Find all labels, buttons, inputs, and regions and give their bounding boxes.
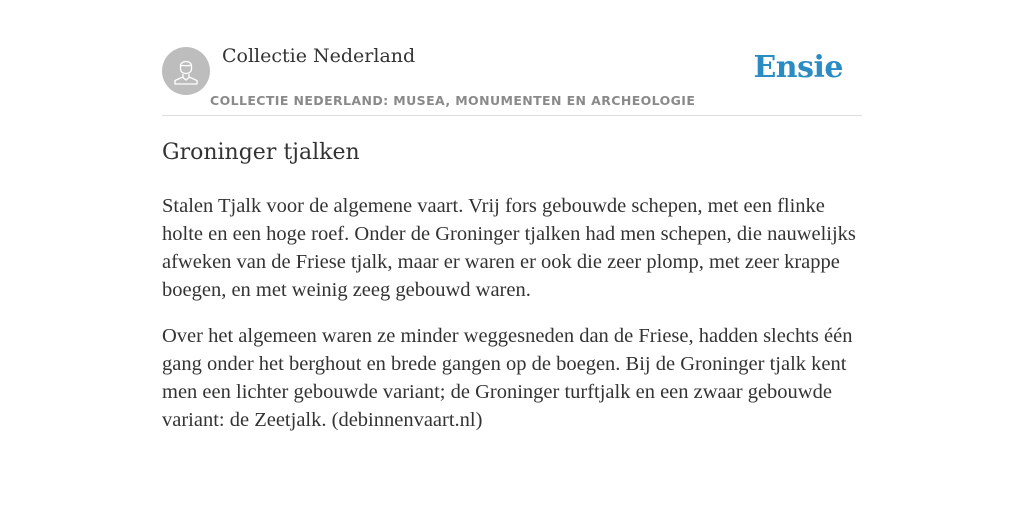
author-name[interactable]: Collectie Nederland [222,45,416,67]
user-placeholder-icon [162,47,210,95]
header [162,40,862,116]
article-body [162,192,862,452]
collection-name[interactable]: COLLECTIE NEDERLAND: MUSEA, MONUMENTEN EN ARCHEOLOGIE [210,93,696,108]
article-paragraph: Over het algemeen waren ze minder weggesneden dan de Friese, hadden slechts één gang onder het berghout en brede gangen op de boegen. Bij de Groninger tjalk kent men een lichter gebouwde variant; de Groninger turftjalk en een zwaar gebouwde variant: de Zeetjalk. (debinnenvaart.nl) [162,325,853,431]
article-title: Groninger tjalken [162,140,360,165]
author-avatar[interactable] [162,47,210,95]
article-paragraph: Stalen Tjalk voor de algemene vaart. Vrij fors gebouwde schepen, met een flinke holte en een hoge roef. Onder de Groninger tjalken had men schepen, die nauwelijks afweken van de Friese tjalk, maar er waren er ook die zeer plomp, met zeer krappe boegen, en met weinig zeeg gebouwd waren. [162,195,856,301]
ensie-logo[interactable]: Ensie [753,50,843,85]
